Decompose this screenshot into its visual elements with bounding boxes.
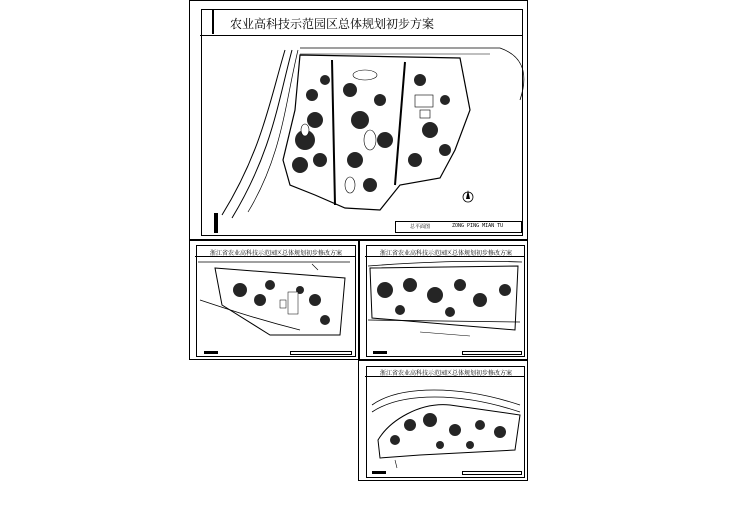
main-titleblock-left: 总平面图 — [410, 224, 431, 230]
main-titleblock-right: ZONG PING MIAN TU — [452, 223, 504, 229]
panel-1-title: 浙江省农业高科技示范园区总体规划初步修改方案 — [210, 250, 343, 257]
main-title: 农业高科技示范园区总体规划初步方案 — [230, 17, 435, 31]
panel-3-titleblock — [462, 471, 522, 475]
panel-3-title: 浙江省农业高科技示范园区总体规划初步修改方案 — [380, 370, 513, 377]
panel-2-title: 浙江省农业高科技示范园区总体规划初步修改方案 — [380, 250, 513, 257]
panel-3-scale-bar — [372, 471, 386, 474]
